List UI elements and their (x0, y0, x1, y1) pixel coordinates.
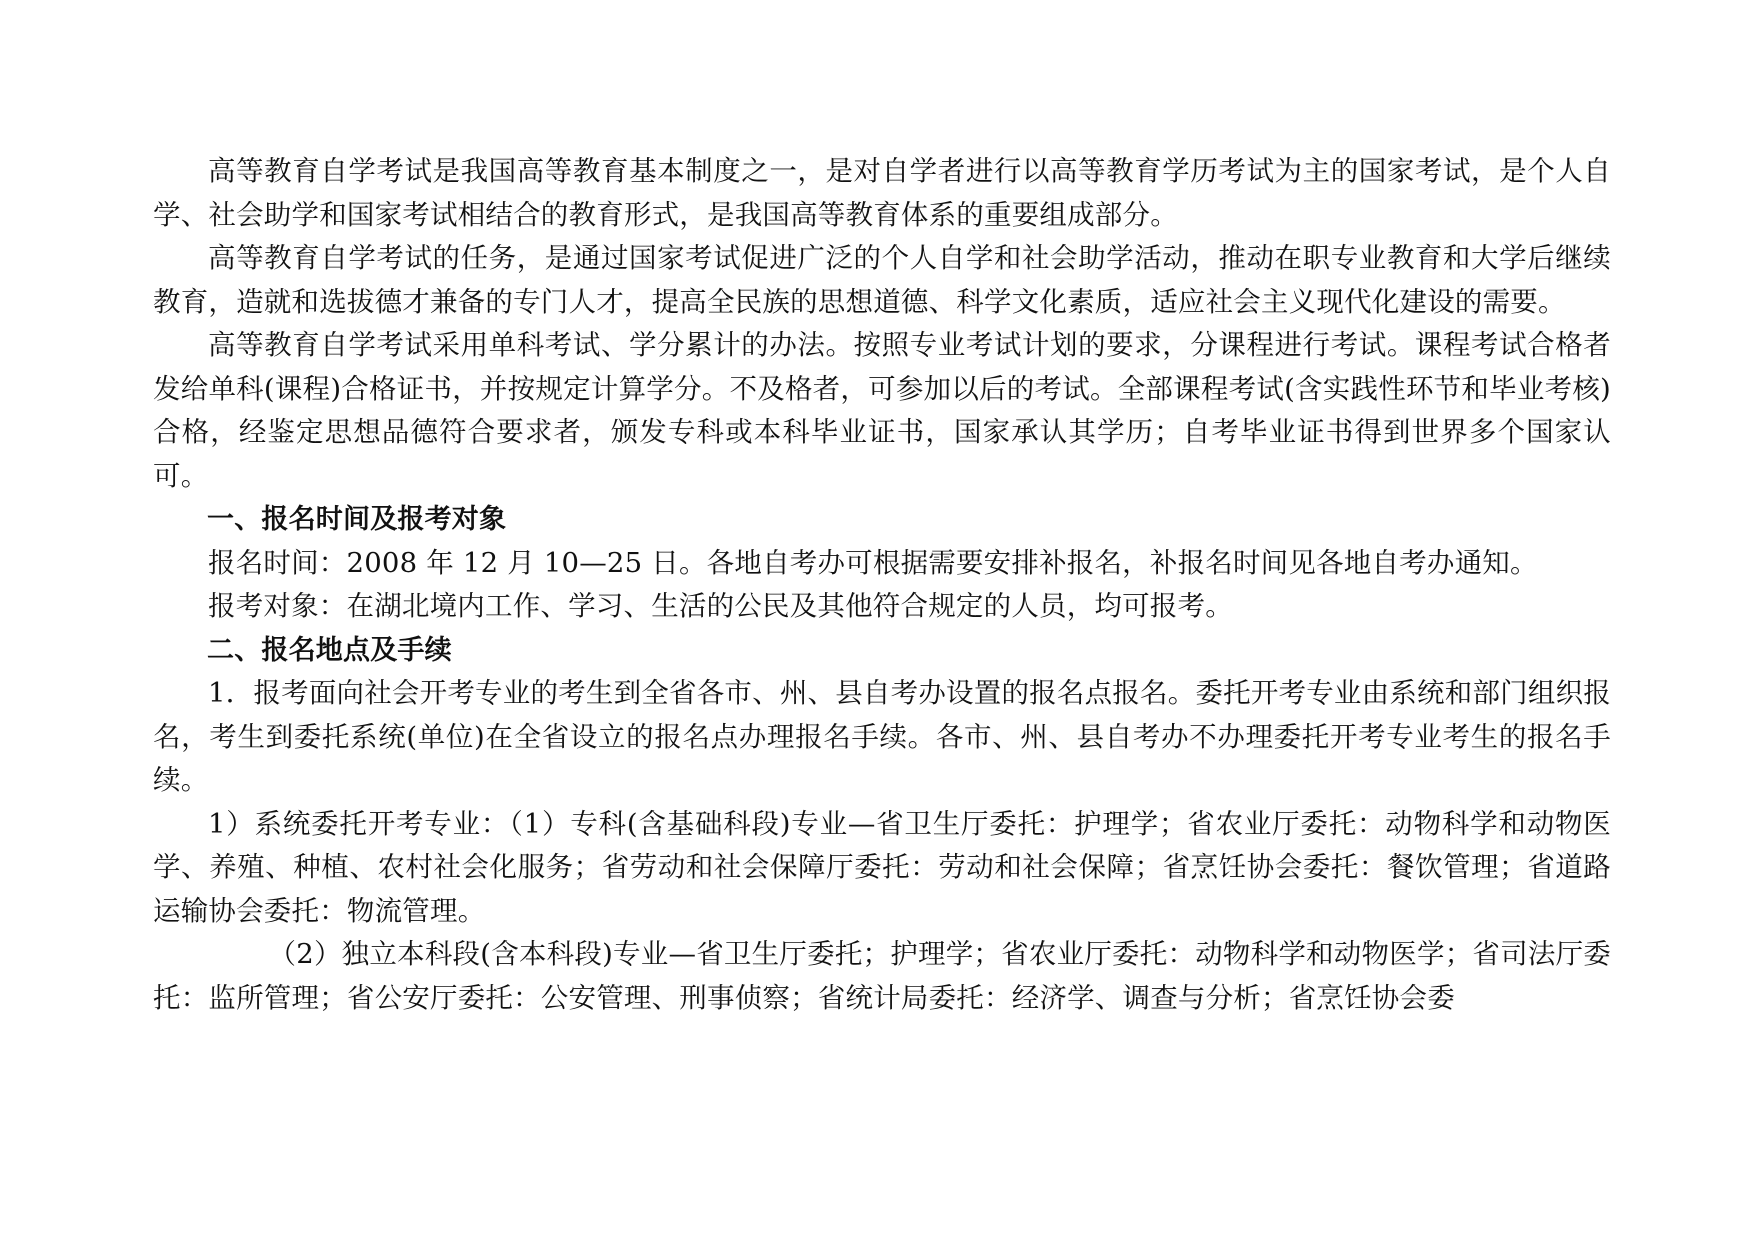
document-body (153, 150, 1611, 1020)
paragraph-intro-1: 高等教育自学考试是我国高等教育基本制度之一，是对自学者进行以高等教育学历考试为主的国家考试，是个人自学、社会助学和国家考试相结合的教育形式，是我国高等教育体系的重要组成部分。 (153, 155, 1611, 231)
paragraph-registration-procedure: 1．报考面向社会开考专业的考生到全省各市、州、县自考办设置的报名点报名。委托开考专业由系统和部门组织报名，考生到委托系统(单位)在全省设立的报名点办理报名手续。各市、州、县自考办不办理委托开考专业考生的报名手续。 (153, 677, 1611, 796)
section-heading-1: 一、报名时间及报考对象 (207, 504, 507, 535)
paragraph-registration-time: 报名时间：2008 年 12 月 10—25 日。各地自考办可根据需要安排补报名，补报名时间见各地自考办通知。 (208, 546, 1538, 579)
paragraph-eligibility: 报考对象：在湖北境内工作、学习、生活的公民及其他符合规定的人员，均可报考。 (208, 590, 1233, 622)
paragraph-intro-2: 高等教育自学考试的任务，是通过国家考试促进广泛的个人自学和社会助学活动，推动在职专业教育和大学后继续教育，造就和选拔德才兼备的专门人才，提高全民族的思想道德、科学文化素质，适应社会主义现代化建设的需要。 (153, 242, 1611, 318)
paragraph-entrusted-majors-2: （2）独立本科段(含本科段)专业—省卫生厅委托；护理学；省农业厅委托：动物科学和动物医学；省司法厅委托：监所管理；省公安厅委托：公安管理、刑事侦察；省统计局委托：经济学、调查与分析；省烹饪协会委 (153, 938, 1611, 1014)
paragraph-entrusted-majors-1: 1）系统委托开考专业：（1）专科(含基础科段)专业—省卫生厅委托：护理学；省农业厅委托：动物科学和动物医学、养殖、种植、农村社会化服务；省劳动和社会保障厅委托：劳动和社会保障；省烹饪协会委托：餐饮管理；省道路运输协会委托：物流管理。 (153, 807, 1611, 927)
section-heading-2: 二、报名地点及手续 (207, 634, 452, 666)
paragraph-intro-3: 高等教育自学考试采用单科考试、学分累计的办法。按照专业考试计划的要求，分课程进行考试。课程考试合格者发给单科(课程)合格证书，并按规定计算学分。不及格者，可参加以后的考试。全部课程考试(含实践性环节和毕业考核)合格，经鉴定思想品德符合要求者，颁发专科或本科毕业证书，国家承认其学历；自考毕业证书得到世界多个国家认可。 (153, 329, 1611, 492)
